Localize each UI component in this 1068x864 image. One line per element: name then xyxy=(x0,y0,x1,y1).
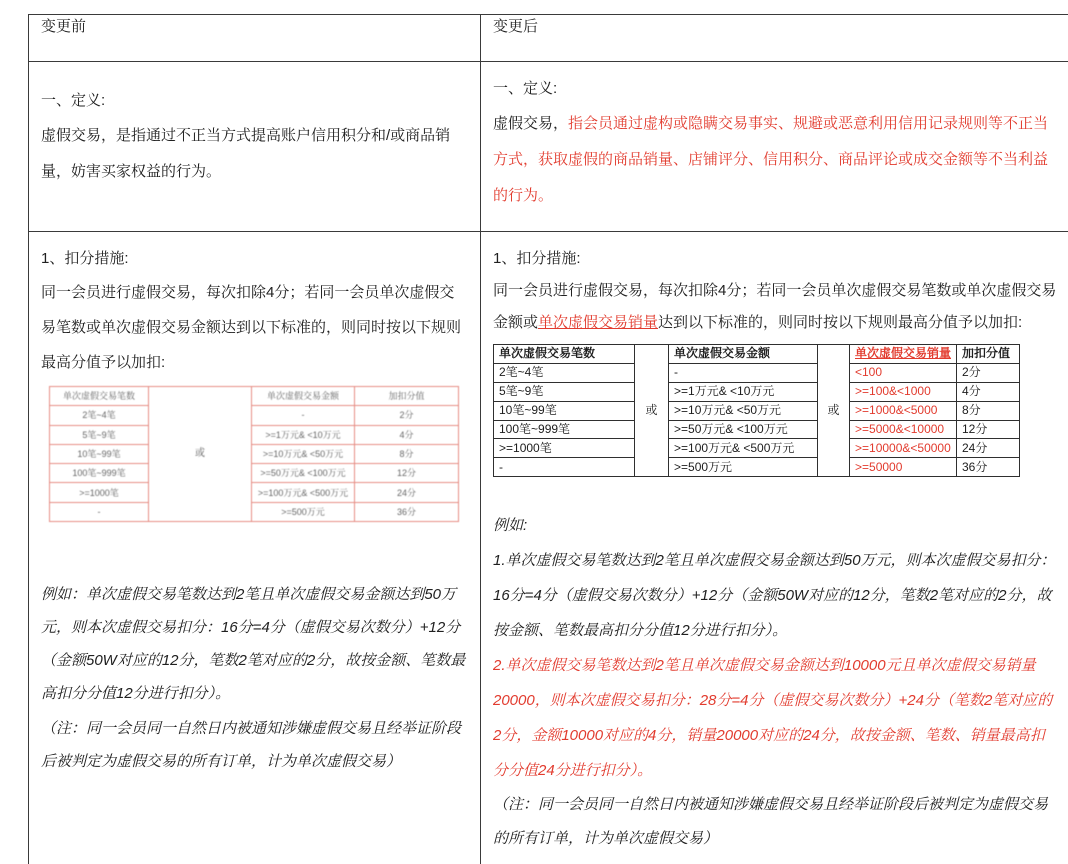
cell-amount: >=50万元& <100万元 xyxy=(252,464,355,483)
table-row xyxy=(50,483,459,502)
comparison-header-row xyxy=(29,15,1068,62)
measures-after-note: （注：同一会员同一自然日内被通知涉嫌虚假交易且经举证阶段后被判定为虚假交易的所有订单，计为单次虚假交易） xyxy=(493,796,1049,848)
definition-after-heading: 一、定义: xyxy=(493,80,558,97)
cell-count: 10笔~99笔 xyxy=(50,444,149,463)
intro-part2: 达到以下标准的，则同时按以下规则最高分值予以加扣: xyxy=(658,314,1023,331)
after-column-title: 变更后 xyxy=(493,18,539,35)
cell-count: >=1000笔 xyxy=(50,483,149,502)
penalty-after-header-score: 加扣分值 xyxy=(957,345,1020,364)
cell-amount: >=1万元& <10万元 xyxy=(252,425,355,444)
measures-before-note: （注：同一会员同一自然日内被通知涉嫌虚假交易且经举证阶段后被判定为虚假交易的所有订单，计为单次虚假交易） xyxy=(41,720,462,771)
cell-sales: >=1000&<5000 xyxy=(850,401,957,420)
table-row xyxy=(50,406,459,425)
cell-amount: >=100万元& <500万元 xyxy=(669,439,818,458)
penalty-after-header-sales: 单次虚假交易销量 xyxy=(850,345,957,364)
header-cell-before xyxy=(29,15,481,62)
cell-amount: >=100万元& <500万元 xyxy=(252,483,355,502)
cell-score: 2分 xyxy=(355,406,459,425)
cell-score: 36分 xyxy=(957,458,1020,477)
comparison-table xyxy=(28,14,1068,864)
cell-count: 5笔~9笔 xyxy=(50,425,149,444)
table-row xyxy=(494,382,1020,401)
cell-score: 12分 xyxy=(355,464,459,483)
cell-sales: >=5000&<10000 xyxy=(850,420,957,439)
definition-after-body xyxy=(493,106,1059,211)
cell-count: >=1000笔 xyxy=(494,439,635,458)
measures-after-cell xyxy=(481,232,1068,864)
penalty-after-header-count: 单次虚假交易笔数 xyxy=(494,345,635,364)
cell-count: 2笔~4笔 xyxy=(494,363,635,382)
cell-score: 36分 xyxy=(355,502,459,521)
header-cell-after xyxy=(481,15,1068,62)
cell-score: 4分 xyxy=(957,382,1020,401)
definition-after-red-text: 指会员通过虚构或隐瞒交易事实、规避或恶意利用信用记录规则等不正当方式，获取虚假的商品销量、店铺评分、信用积分、商品评论或成交金额等不当利益的行为。 xyxy=(493,115,1049,204)
measures-after-intro xyxy=(493,275,1059,339)
cell-amount: - xyxy=(252,406,355,425)
measures-row xyxy=(29,232,1068,864)
penalty-table-before xyxy=(49,386,459,522)
before-column-title: 变更前 xyxy=(41,18,87,35)
intro-red-underlined: 单次虚假交易销量 xyxy=(538,314,659,331)
cell-amount: >=10万元& <50万元 xyxy=(252,444,355,463)
table-row xyxy=(50,425,459,444)
table-row xyxy=(494,363,1020,382)
cell-count: 100笔~999笔 xyxy=(50,464,149,483)
penalty-before-header-row xyxy=(50,387,459,406)
penalty-before-or-cell: 或 xyxy=(149,387,252,522)
cell-count: - xyxy=(50,502,149,521)
cell-amount: >=1万元& <10万元 xyxy=(669,382,818,401)
cell-amount: >=50万元& <100万元 xyxy=(669,420,818,439)
penalty-before-header-score: 加扣分值 xyxy=(355,387,459,406)
table-row xyxy=(50,502,459,521)
definition-before-heading: 一、定义: xyxy=(41,92,106,109)
measures-after-example-label: 例如: xyxy=(493,517,528,535)
cell-score: 12分 xyxy=(957,420,1020,439)
penalty-before-header-amount: 单次虚假交易金额 xyxy=(252,387,355,406)
intro-part1: 同一会员进行虚假交易，每次扣除4分；若同一会员单次虚假交易笔数或单次虚假交易金额或 xyxy=(493,282,1057,331)
table-row xyxy=(50,444,459,463)
definition-before-cell xyxy=(29,62,481,232)
definition-row xyxy=(29,62,1068,232)
penalty-before-header-count: 单次虚假交易笔数 xyxy=(50,387,149,406)
measures-before-heading: 1、扣分措施: xyxy=(41,250,129,267)
cell-count: - xyxy=(494,458,635,477)
cell-count: 2笔~4笔 xyxy=(50,406,149,425)
cell-count: 10笔~99笔 xyxy=(494,401,635,420)
penalty-table-after xyxy=(493,344,1020,477)
cell-score: 2分 xyxy=(957,363,1020,382)
penalty-after-or-cell-1: 或 xyxy=(635,345,669,477)
measures-after-example2: 2.单次虚假交易笔数达到2笔且单次虚假交易金额达到10000元且单次虚假交易销量20000，则本次虚假交易扣分：28分=4分（虚假交易次数分）+24分（笔数2笔对应的2分，金额10000对应的4分，销量20000对应的24分，故按金额、笔数、销量最高扣分分值24分进行扣分）。 xyxy=(493,657,1053,780)
cell-score: 8分 xyxy=(957,401,1020,420)
table-row xyxy=(50,464,459,483)
cell-sales: >=50000 xyxy=(850,458,957,477)
measures-after-heading: 1、扣分措施: xyxy=(493,250,581,267)
cell-score: 8分 xyxy=(355,444,459,463)
table-row xyxy=(494,439,1020,458)
cell-sales: >=100&<1000 xyxy=(850,382,957,401)
measures-before-cell xyxy=(29,232,481,864)
cell-sales: >=10000&<50000 xyxy=(850,439,957,458)
table-row xyxy=(494,401,1020,420)
definition-after-cell xyxy=(481,62,1068,232)
table-row xyxy=(494,458,1020,477)
definition-after-lead: 虚假交易， xyxy=(493,115,569,132)
measures-before-intro: 同一会员进行虚假交易，每次扣除4分；若同一会员单次虚假交易笔数或单次虚假交易金额达到以下标准的，则同时按以下规则最高分值予以加扣: xyxy=(41,284,462,371)
table-row xyxy=(494,420,1020,439)
cell-amount: >=500万元 xyxy=(252,502,355,521)
cell-count: 100笔~999笔 xyxy=(494,420,635,439)
cell-amount: - xyxy=(669,363,818,382)
cell-score: 4分 xyxy=(355,425,459,444)
cell-count: 5笔~9笔 xyxy=(494,382,635,401)
measures-after-example1: 1.单次虚假交易笔数达到2笔且单次虚假交易金额达到50万元，则本次虚假交易扣分：16分=4分（虚假交易次数分）+12分（金额50W对应的12分，笔数2笔对应的2分，故按金额、笔数最高扣分分值12分进行扣分）。 xyxy=(493,552,1056,640)
cell-amount: >=500万元 xyxy=(669,458,818,477)
penalty-after-header-row xyxy=(494,345,1020,364)
measures-before-example: 例如：单次虚假交易笔数达到2笔且单次虚假交易金额达到50万元，则本次虚假交易扣分：16分=4分（虚假交易次数分）+12分（金额50W对应的12分，笔数2笔对应的2分，故按金额、笔数最高扣分分值12分进行扣分）。 xyxy=(41,586,466,703)
cell-amount: >=10万元& <50万元 xyxy=(669,401,818,420)
penalty-after-or-cell-2: 或 xyxy=(818,345,850,477)
cell-score: 24分 xyxy=(355,483,459,502)
cell-sales: <100 xyxy=(850,363,957,382)
cell-score: 24分 xyxy=(957,439,1020,458)
penalty-after-header-amount: 单次虚假交易金额 xyxy=(669,345,818,364)
definition-before-body: 虚假交易，是指通过不正当方式提高账户信用积分和/或商品销量，妨害买家权益的行为。 xyxy=(41,127,451,180)
